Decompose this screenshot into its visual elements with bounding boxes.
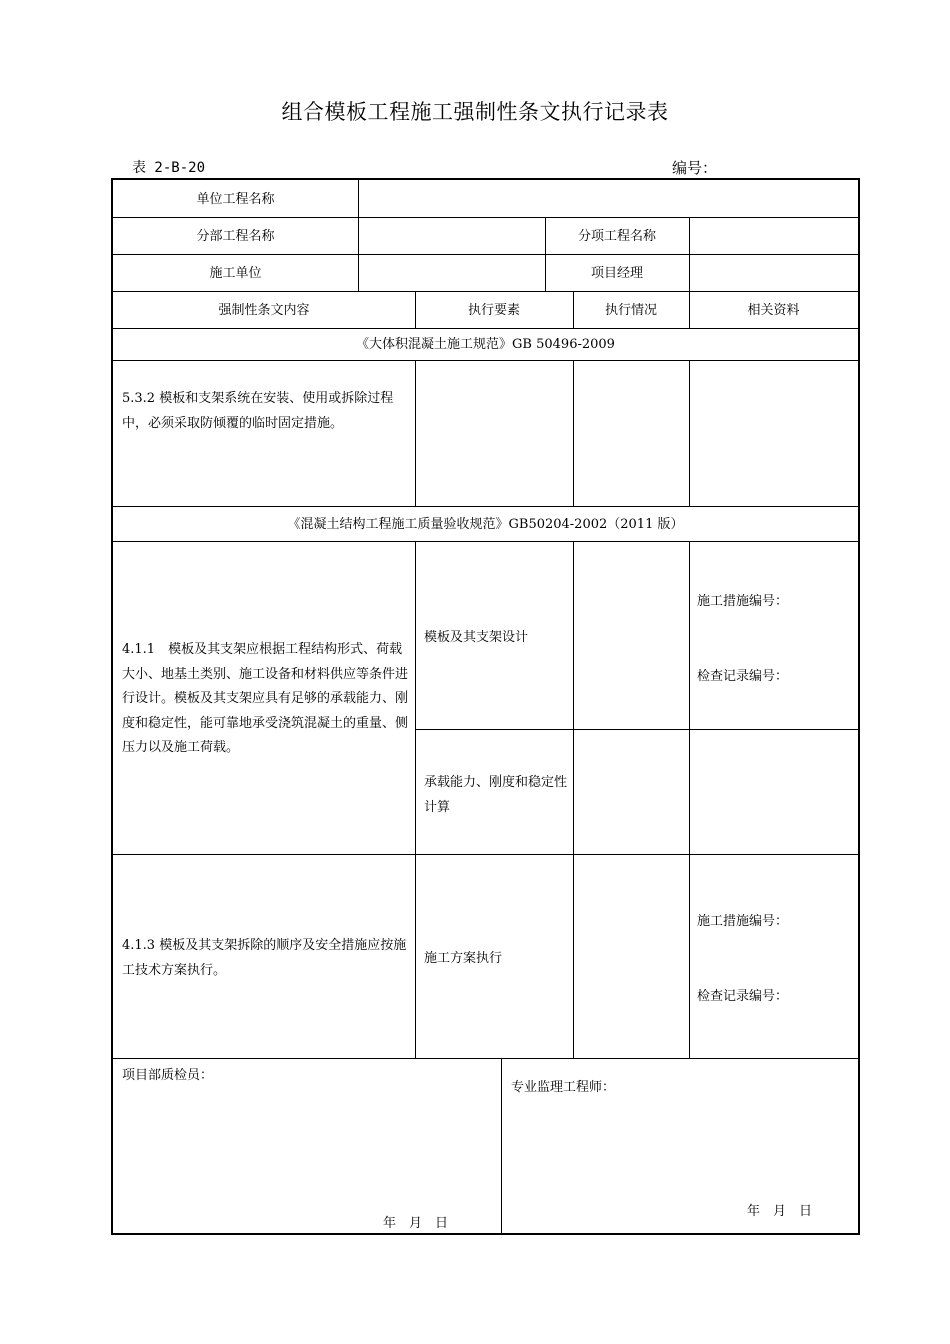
sub-project-name-label: 分部工程名称 [196,229,275,244]
clause-5-3-2: 5.3.2 模板和支架系统在安装、使用或拆除过程中，必须采取防倾覆的临时固定措施。 [122,391,394,431]
inspector-date: 年 月 日 [383,1216,449,1231]
element-formwork-design: 模板及其支架设计 [424,630,529,645]
element-capacity-calculation: 承载能力、刚度和稳定性计算 [424,775,568,815]
check-record-number-label: 检查记录编号： [697,669,789,684]
column-header-content: 强制性条文内容 [218,303,310,318]
unit-project-name-label: 单位工程名称 [196,192,275,207]
record-table [111,178,860,1235]
row-divider [113,541,858,542]
column-header-status: 执行情况 [604,303,657,318]
column-divider [573,360,574,506]
row-divider [113,328,858,329]
column-divider [415,541,416,1058]
row-divider [113,217,858,218]
row-divider [113,854,858,855]
column-header-elements: 执行要素 [467,303,520,318]
element-construction-plan: 施工方案执行 [424,951,503,966]
row-divider [113,506,858,507]
construction-unit-label: 施工单位 [209,266,262,281]
item-project-name-label: 分项工程名称 [577,229,656,244]
column-divider [415,360,416,506]
column-divider [689,217,690,291]
project-manager-label: 项目经理 [590,266,643,281]
form-code: 表 2-B-20 [132,160,206,176]
clause-4-1-1: 4.1.1 模板及其支架应根据工程结构形式、荷载大小、地基土类别、施工设备和材料供应等条件进行设计。模板及其支架应具有足够的承载能力、刚度和稳定性，能可靠地承受浇筑混凝土的重量、侧压力以及施工荷载。 [122,642,409,755]
measure-number-label: 施工措施编号： [697,594,789,609]
row-divider [113,360,858,361]
row-divider [113,254,858,255]
column-divider [358,180,359,291]
column-header-materials: 相关资料 [747,303,800,318]
measure-number-label: 施工措施编号： [697,914,789,929]
column-divider [689,360,690,506]
column-divider [501,1058,502,1235]
row-divider [415,729,858,730]
form-title: 组合模板工程施工强制性条文执行记录表 [281,100,669,124]
quality-inspector-label: 项目部质检员： [122,1068,214,1083]
row-divider [113,291,858,292]
row-divider [113,1058,858,1059]
column-divider [689,541,690,1058]
column-divider [573,541,574,1058]
serial-number-label: 编号： [672,159,718,177]
supervisor-date: 年 月 日 [747,1204,813,1219]
standard-heading: 《大体积混凝土施工规范》GB 50496-2009 [356,337,615,352]
clause-4-1-3: 4.1.3 模板及其支架拆除的顺序及安全措施应按施工技术方案执行。 [122,938,407,978]
supervising-engineer-label: 专业监理工程师： [511,1080,616,1095]
standard-heading: 《混凝土结构工程施工质量验收规范》GB50204-2002（2011 版） [287,517,684,532]
check-record-number-label: 检查记录编号： [697,989,789,1004]
